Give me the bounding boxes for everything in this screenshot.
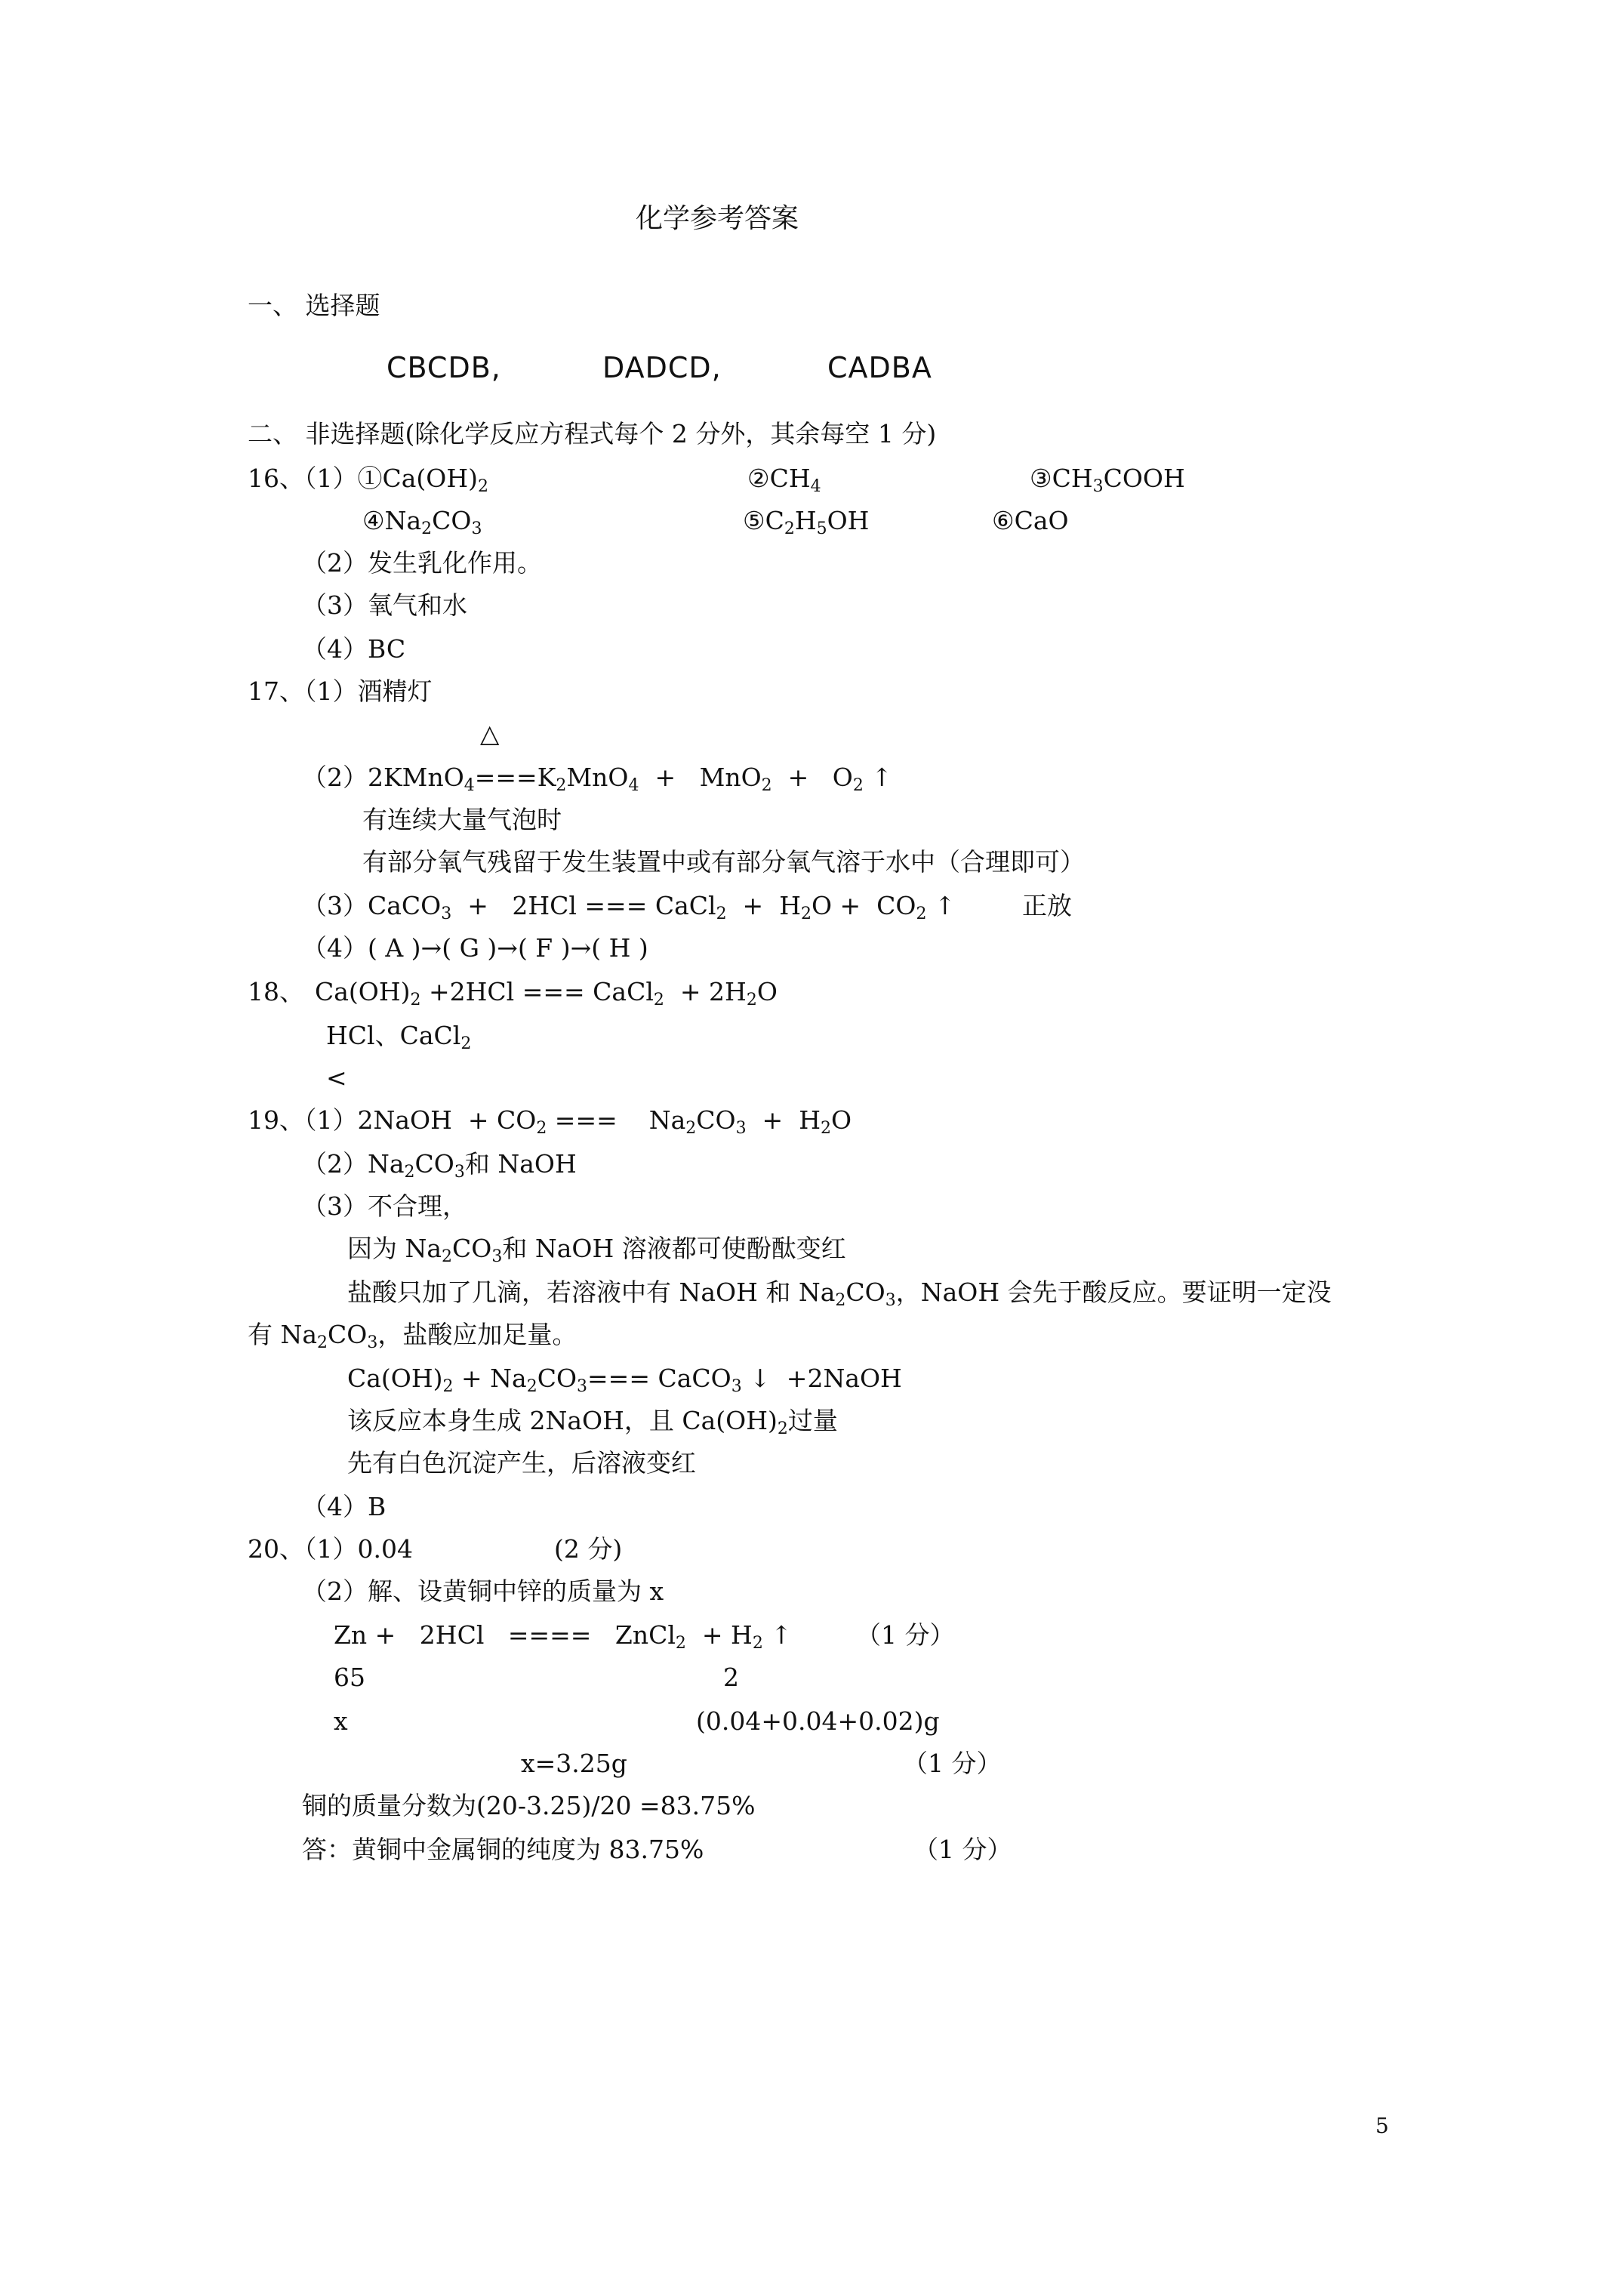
formula-text: 该反应本身生成 2NaOH，且 Ca(OH): [347, 1406, 778, 1435]
q17-equation2: [302, 891, 956, 921]
formula-text: Zn + 2HCl ==== ZnCl: [334, 1620, 676, 1650]
q19-part3: （3）不合理，: [302, 1191, 467, 1221]
subscript: 2: [421, 519, 433, 538]
q19-line2: [347, 1277, 1332, 1308]
subscript: 2: [777, 1419, 788, 1438]
formula-text: + Na: [453, 1364, 527, 1393]
subscript: 3: [441, 905, 452, 923]
q20-ratio-left-2: x: [334, 1706, 348, 1736]
formula-text: CO: [452, 1234, 492, 1263]
subscript: 2: [410, 991, 421, 1009]
formula-text: + 2H: [664, 977, 747, 1006]
subscript: 2: [746, 991, 757, 1009]
q20-equation-score: （1 分）: [856, 1620, 955, 1650]
gas-arrow: ↑: [762, 1620, 792, 1650]
formula-text: + H: [746, 1105, 821, 1135]
subscript: 3: [731, 1377, 742, 1396]
formula-text: OH: [827, 506, 870, 535]
q16-part3: （3）氧气和水: [302, 590, 467, 620]
q17-number: 17、: [248, 676, 304, 706]
q17-line-b: 有部分氧气残留于发生装置中或有部分氧气溶于水中（合理即可）: [362, 847, 1085, 877]
formula-text: （2）Na: [302, 1149, 405, 1179]
formula-text: +2HCl === CaCl: [420, 977, 654, 1006]
subscript: 3: [367, 1333, 378, 1352]
q16-answer3: [1030, 464, 1185, 494]
formula-text: COOH: [1103, 464, 1185, 493]
q16-answer5: [743, 506, 869, 536]
q20-solve: x=3.25g: [521, 1749, 627, 1778]
subscript: 3: [1092, 477, 1104, 496]
formula-text: 2NaOH + CO: [357, 1105, 537, 1135]
q20-line1: [248, 1534, 413, 1564]
q20-solve-score: （1 分）: [903, 1749, 1002, 1778]
formula-text: O: [830, 1105, 852, 1135]
subscript: 2: [852, 776, 864, 795]
q18-line3: <: [326, 1063, 347, 1093]
formula-text: MnO: [566, 763, 629, 792]
subscript: 2: [800, 905, 812, 923]
q17-part3-label: （3）: [302, 891, 368, 920]
q19-part4: （4）B: [302, 1492, 387, 1521]
q20-part1: （1）0.04: [304, 1534, 413, 1564]
formula-text: 和 NaOH 溶液都可使酚酞变红: [502, 1234, 846, 1263]
q19-equation2: [347, 1364, 902, 1394]
subscript: 2: [317, 1333, 328, 1352]
formula-text: 因为 Na: [347, 1234, 442, 1263]
subscript: 2: [916, 905, 927, 923]
formula-text: CO: [414, 1149, 454, 1179]
q16-part4: （4）BC: [302, 634, 406, 664]
formula-text: + H: [726, 891, 801, 920]
q20-part2: （2）解、设黄铜中锌的质量为 x: [302, 1576, 664, 1606]
q20-answer: 答：黄铜中金属铜的纯度为 83.75%: [302, 1835, 704, 1864]
q18-equation: [248, 977, 778, 1007]
subscript: 2: [460, 1034, 472, 1053]
formula-text: 有 Na: [248, 1320, 318, 1349]
q19-line1: [347, 1234, 846, 1264]
formula-text: ，盐酸应加足量。: [377, 1320, 577, 1349]
subscript: 4: [463, 776, 475, 795]
mc-answers-1: CBCDB,: [387, 351, 501, 384]
q17-line1: [248, 676, 433, 707]
formula-text: + H: [685, 1620, 753, 1650]
mc-answers-3: CADBA: [827, 351, 932, 384]
subscript: 4: [628, 776, 639, 795]
q16-answer1: ①Ca(OH): [357, 464, 479, 493]
formula-text: ②CH: [747, 464, 811, 493]
q19-line5: [347, 1406, 838, 1436]
formula-text: + O: [771, 763, 853, 792]
formula-text: H: [794, 506, 817, 535]
gas-arrow: ↑: [863, 763, 892, 792]
subscript: 2: [675, 1634, 686, 1653]
q17-equation1: [302, 763, 892, 793]
subscript: 2: [685, 1119, 697, 1138]
subscript: 2: [536, 1119, 547, 1138]
heat-symbol: △: [480, 719, 500, 748]
q20-ratio-left-1: 65: [334, 1663, 365, 1692]
subscript: 2: [442, 1247, 453, 1266]
subscript: 2: [442, 1377, 454, 1396]
q19-equation1: [248, 1105, 852, 1136]
q16-number: 16、: [248, 464, 304, 493]
formula-text: ↓ +2NaOH: [741, 1364, 902, 1393]
q17-line-a: 有连续大量气泡时: [362, 805, 562, 834]
q16-answer6: ⑥CaO: [992, 506, 1069, 535]
subscript: 3: [735, 1119, 747, 1138]
formula-text: === CaCO: [587, 1364, 731, 1393]
formula-text: ③CH: [1030, 464, 1093, 493]
subscript: 3: [454, 1163, 465, 1182]
subscript: 3: [491, 1247, 503, 1266]
page-title: 化学参考答案: [636, 203, 799, 234]
formula-text: CO: [432, 506, 472, 535]
formula-text: CaCO: [368, 891, 442, 920]
q19-line6: 先有白色沉淀产生，后溶液变红: [347, 1448, 696, 1478]
q20-ratio-right-1: 2: [723, 1663, 739, 1692]
subscript: 2: [820, 1119, 831, 1138]
formula-text: 2KMnO: [368, 763, 464, 792]
q17-part2-label: （2）: [302, 763, 368, 792]
q20-number: 20、: [248, 1534, 304, 1564]
formula-text: ，NaOH 会先于酸反应。要证明一定没: [895, 1277, 1332, 1307]
q19-number: 19、: [248, 1105, 304, 1135]
subscript: 5: [816, 519, 827, 538]
formula-text: + MnO: [639, 763, 762, 792]
subscript: 3: [885, 1291, 896, 1310]
q16-part1-label: （1）: [304, 464, 358, 493]
formula-text: Ca(OH): [347, 1364, 443, 1393]
subscript: 2: [556, 776, 567, 795]
subscript: 2: [716, 905, 727, 923]
subscript: 2: [404, 1163, 415, 1182]
formula-text: ===K: [474, 763, 556, 792]
formula-text: CO: [696, 1105, 736, 1135]
section1-heading: 一、 选择题: [248, 291, 380, 320]
q20-equation: [334, 1620, 792, 1653]
formula-text: ④Na: [362, 506, 422, 535]
formula-text: Ca(OH): [315, 977, 411, 1006]
q20-part1-score: (2 分): [554, 1534, 623, 1564]
subscript: 2: [478, 477, 489, 496]
formula-text: O + CO: [811, 891, 916, 920]
page-number: 5: [1375, 2113, 1389, 2138]
subscript: 2: [752, 1634, 763, 1653]
q16-part2: （2）发生乳化作用。: [302, 548, 542, 578]
subscript: 2: [526, 1377, 537, 1396]
formula-text: CO: [328, 1320, 368, 1349]
q19-part2: [302, 1149, 577, 1182]
formula-text: 过量: [787, 1406, 838, 1435]
gas-arrow: ↑: [926, 891, 956, 920]
section2-heading: 二、 非选择题(除化学反应方程式每个 2 分外，其余每空 1 分): [248, 419, 937, 448]
subscript: 2: [761, 776, 772, 795]
formula-text: 盐酸只加了几滴，若溶液中有 NaOH 和 Na: [347, 1277, 836, 1307]
formula-text: === Na: [547, 1105, 686, 1135]
subscript: 2: [835, 1291, 846, 1310]
q17-part3-extra: 正放: [1022, 891, 1072, 920]
formula-text: O: [756, 977, 778, 1006]
subscript: 2: [784, 519, 795, 538]
q19-line3: [248, 1320, 577, 1350]
q20-ratio-right-2: (0.04+0.04+0.02)g: [696, 1706, 940, 1736]
q17-part1: （1）酒精灯: [304, 676, 433, 706]
formula-text: CO: [845, 1277, 885, 1307]
subscript: 3: [471, 519, 482, 538]
formula-text: HCl、CaCl: [326, 1021, 461, 1050]
q20-answer-score: （1 分）: [913, 1835, 1012, 1864]
formula-text: ⑤C: [743, 506, 784, 535]
q17-part4: （4）( A )→( G )→( F )→( H ): [302, 933, 648, 963]
q18-number: 18、: [248, 977, 304, 1006]
formula-text: 和 NaOH: [464, 1149, 577, 1179]
q16-answer2: [747, 464, 821, 494]
q16-answer4: [362, 506, 482, 536]
q18-line2: [326, 1021, 471, 1051]
q19-part1-label: （1）: [304, 1105, 358, 1135]
formula-text: CO: [537, 1364, 577, 1393]
subscript: 4: [810, 477, 821, 496]
mc-answers-2: DADCD,: [602, 351, 722, 384]
q20-fraction: 铜的质量分数为(20-3.25)/20 =83.75%: [302, 1791, 756, 1820]
subscript: 2: [653, 991, 664, 1009]
q16-line1: [248, 464, 488, 494]
formula-text: + 2HCl === CaCl: [451, 891, 716, 920]
subscript: 3: [577, 1377, 588, 1396]
